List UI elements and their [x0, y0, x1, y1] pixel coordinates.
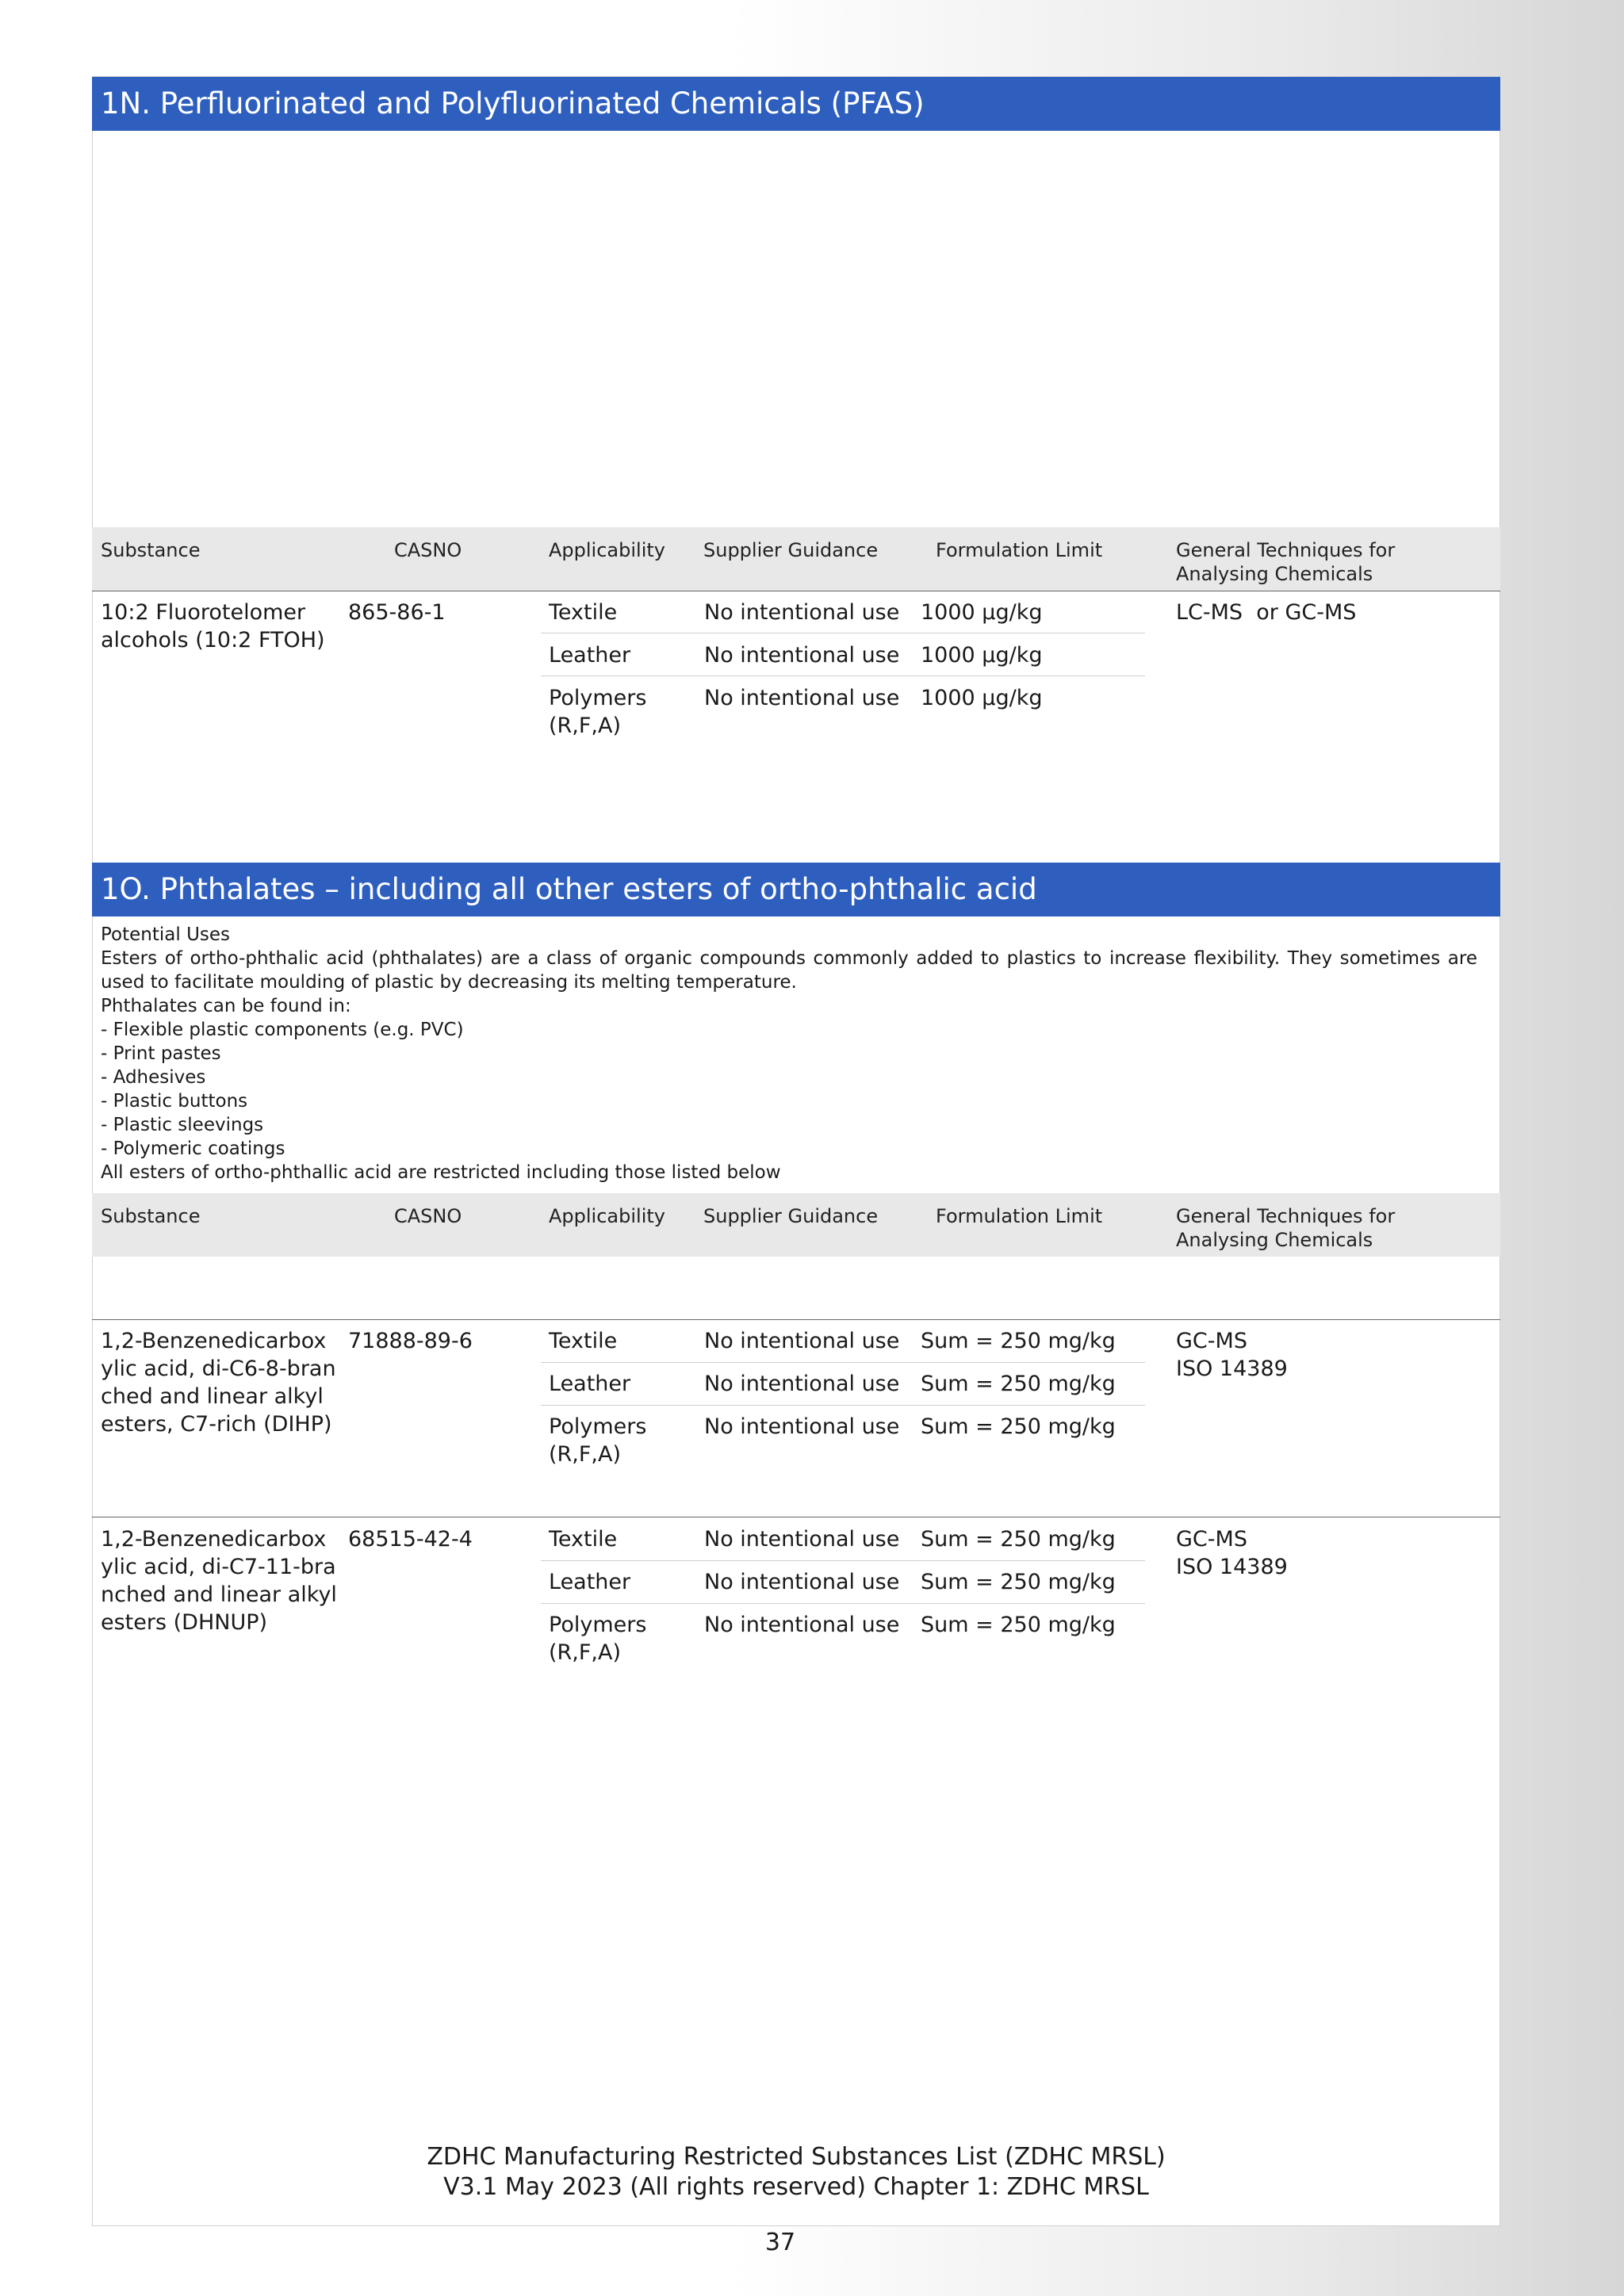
table-header-pfas	[92, 527, 1500, 591]
substance-name: 1,2-Benzenedicarboxylic acid, di-C7-11-branched and linear alkyl esters (DHNUP)	[101, 1527, 337, 1635]
formulation-limit: Sum = 250 mg/kg	[921, 1414, 1116, 1439]
potential-uses-heading: Potential Uses	[101, 924, 231, 945]
analysis-technique: GC-MS	[1176, 1329, 1247, 1353]
supplier-guidance: No intentional use	[704, 1414, 900, 1439]
footer-title: ZDHC Manufacturing Restricted Substances List (ZDHC MRSL)	[427, 2143, 1166, 2171]
formulation-limit: 1000 µg/kg	[921, 600, 1043, 625]
header-techniques: General Techniques for Analysing Chemicals	[1176, 539, 1396, 585]
use-item: - Print pastes	[101, 1043, 221, 1064]
applicability-leather: Leather	[549, 1570, 631, 1594]
supplier-guidance: No intentional use	[704, 643, 900, 668]
use-item: - Plastic buttons	[101, 1091, 248, 1112]
supplier-guidance: No intentional use	[704, 686, 900, 710]
table-header-phthalates	[92, 1193, 1500, 1257]
supplier-guidance: No intentional use	[704, 1372, 900, 1396]
supplier-guidance: No intentional use	[704, 1570, 900, 1594]
substance-name: 10:2 Fluorotelomer alcohols (10:2 FTOH)	[101, 600, 325, 652]
analysis-technique: LC-MS or GC-MS	[1176, 600, 1357, 625]
sub-row-divider	[541, 1603, 1145, 1604]
analysis-standard: ISO 14389	[1176, 1357, 1288, 1381]
applicability-polymers: Polymers (R,F,A)	[549, 686, 647, 738]
applicability-leather: Leather	[549, 643, 631, 668]
use-item: - Polymeric coatings	[101, 1138, 285, 1159]
header-casno: CASNO	[394, 1205, 462, 1227]
header-substance: Substance	[101, 1205, 201, 1227]
supplier-guidance: No intentional use	[704, 600, 900, 625]
sub-row-divider	[541, 675, 1145, 676]
analysis-technique: GC-MS	[1176, 1527, 1247, 1552]
potential-uses-block	[101, 923, 1477, 1184]
header-casno: CASNO	[394, 539, 462, 561]
applicability-leather: Leather	[549, 1372, 631, 1396]
sub-row-divider	[541, 1362, 1145, 1363]
formulation-limit: 1000 µg/kg	[921, 643, 1043, 668]
analysis-standard: ISO 14389	[1176, 1555, 1288, 1579]
header-substance: Substance	[101, 539, 201, 561]
header-formulation-limit: Formulation Limit	[936, 539, 1103, 561]
sub-row-divider	[541, 1560, 1145, 1561]
use-item: - Flexible plastic components (e.g. PVC)	[101, 1020, 464, 1040]
applicability-polymers: Polymers (R,F,A)	[549, 1613, 647, 1665]
casno-value: 71888-89-6	[348, 1329, 473, 1353]
footer-version: V3.1 May 2023 (All rights reserved) Chapter 1: ZDHC MRSL	[443, 2173, 1149, 2201]
phthalates-description: Esters of ortho-phthalic acid (phthalates) are a class of organic compounds commonly added to plastics to increase flexibility. They sometimes are used to facilitate moulding of plastic by decreasing its melting temperature.	[101, 948, 1477, 993]
formulation-limit: 1000 µg/kg	[921, 686, 1043, 710]
restriction-note: All esters of ortho-phthallic acid are restricted including those listed below	[101, 1162, 781, 1183]
formulation-limit: Sum = 250 mg/kg	[921, 1329, 1116, 1353]
casno-value: 865-86-1	[348, 600, 446, 625]
formulation-limit: Sum = 250 mg/kg	[921, 1372, 1116, 1396]
header-supplier-guidance: Supplier Guidance	[703, 539, 879, 561]
found-in-text: Phthalates can be found in:	[101, 996, 351, 1016]
header-applicability: Applicability	[549, 539, 665, 561]
row-divider	[92, 1319, 1500, 1320]
use-item: - Adhesives	[101, 1067, 206, 1088]
formulation-limit: Sum = 250 mg/kg	[921, 1527, 1116, 1552]
page-number: 37	[764, 2229, 796, 2256]
applicability-textile: Textile	[549, 1329, 618, 1353]
header-techniques: General Techniques for Analysing Chemicals	[1176, 1205, 1396, 1251]
supplier-guidance: No intentional use	[704, 1613, 900, 1637]
applicability-polymers: Polymers (R,F,A)	[549, 1414, 647, 1467]
sub-row-divider	[541, 1405, 1145, 1406]
substance-name: 1,2-Benzenedicarboxylic acid, di-C6-8-branched and linear alkyl esters, C7-rich (DIHP)	[101, 1329, 336, 1437]
section-title-phthalates: 1O. Phthalates – including all other esters of ortho-phthalic acid	[92, 863, 1500, 916]
formulation-limit: Sum = 250 mg/kg	[921, 1570, 1116, 1594]
formulation-limit: Sum = 250 mg/kg	[921, 1613, 1116, 1637]
header-formulation-limit: Formulation Limit	[936, 1205, 1103, 1227]
applicability-textile: Textile	[549, 1527, 618, 1552]
header-applicability: Applicability	[549, 1205, 665, 1227]
applicability-textile: Textile	[549, 600, 618, 625]
header-supplier-guidance: Supplier Guidance	[703, 1205, 879, 1227]
supplier-guidance: No intentional use	[704, 1527, 900, 1552]
casno-value: 68515-42-4	[348, 1527, 473, 1552]
section-title-pfas: 1N. Perfluorinated and Polyfluorinated Chemicals (PFAS)	[92, 77, 1500, 131]
supplier-guidance: No intentional use	[704, 1329, 900, 1353]
use-item: - Plastic sleevings	[101, 1115, 264, 1135]
